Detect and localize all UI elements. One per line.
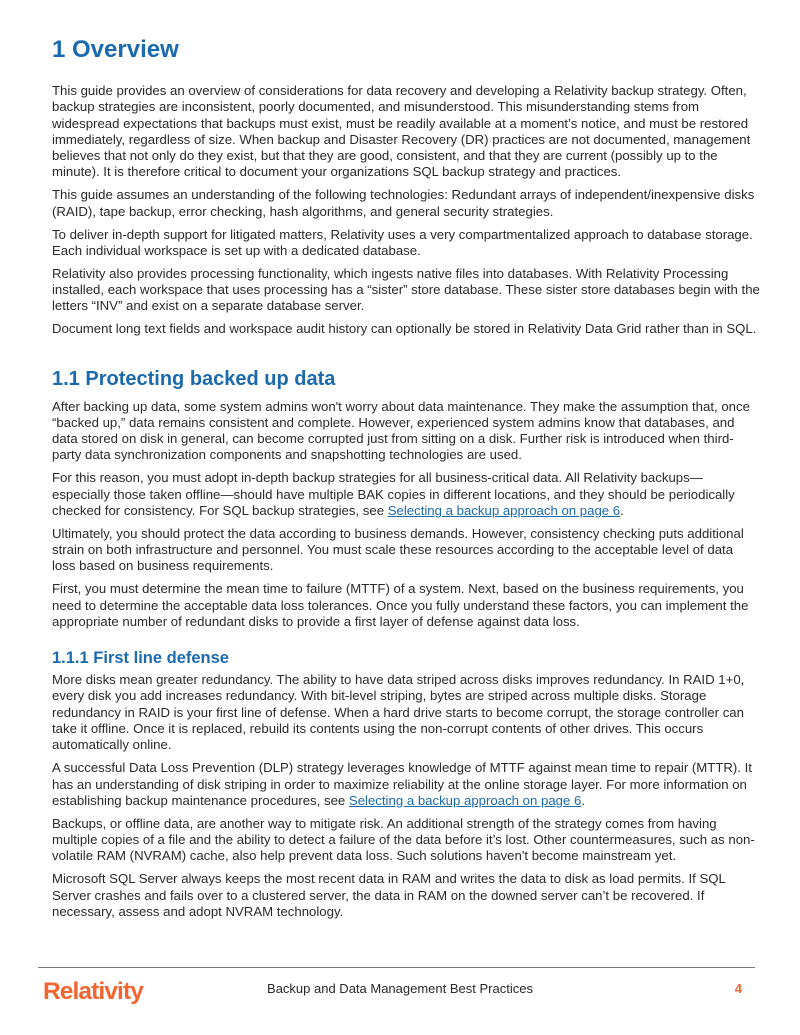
protecting-paragraph-4: First, you must determine the mean time to failure (MTTF) of a system. Next, based on the business requirements, you need to determine the acceptable data loss tolerances. Once you fully understand these factors, you can implement the appropriate number of redundant disks to provide a first layer of defense against data loss. bbox=[52, 581, 749, 629]
page-number: 4 bbox=[734, 981, 742, 996]
section-heading-overview: 1 Overview bbox=[52, 36, 179, 63]
protecting-paragraph-2 bbox=[52, 470, 760, 519]
first-line-paragraph-4: Microsoft SQL Server always keeps the most recent data in RAM and writes the data to disk as load permits. If SQL Server crashes and fails over to a clustered server, the data in RAM on the downed server can’t be recovered. If necessary, assess and adopt NVRAM technology. bbox=[52, 871, 726, 919]
overview-paragraph-2: This guide assumes an understanding of the following technologies: Redundant arrays of independent/inexpensive disks (RAID), tape backup, error checking, hash algorithms, and general security strategies. bbox=[52, 187, 755, 219]
first-line-paragraph-2-text: A successful Data Loss Prevention (DLP) strategy leverages knowledge of MTTF against mean time to repair (MTTR). It has an understanding of disk striping in order to maximize reliability at the online storage layer. For more information on establishing backup maintenance procedures, see bbox=[52, 760, 752, 808]
selecting-backup-approach-link[interactable]: Selecting a backup approach on page 6 bbox=[348, 792, 582, 808]
document-body bbox=[52, 34, 760, 927]
first-line-paragraph-2 bbox=[52, 760, 760, 809]
protecting-paragraph-2-text: For this reason, you must adopt in-depth backup strategies for all business-critical data. All Relativity backups—especially those taken offline—should have multiple BAK copies in different locations, and they should be periodically checked for consistency. For SQL backup strategies, see bbox=[52, 470, 735, 518]
overview-paragraph-5: Document long text fields and workspace audit history can optionally be stored in Relativity Data Grid rather than in SQL. bbox=[52, 321, 757, 337]
overview-paragraph-3: To deliver in-depth support for litigated matters, Relativity uses a very compartmentalized approach to database storage. Each individual workspace is set up with a dedicated database. bbox=[52, 226, 753, 258]
selecting-backup-approach-link[interactable]: Selecting a backup approach on page 6 bbox=[387, 502, 621, 518]
overview-paragraph-4: Relativity also provides processing functionality, which ingests native files into databases. With Relativity Processing installed, each workspace that uses processing has a “sister” store database. These sister store databases begin with the letters “INV” and exist on a separate database server. bbox=[52, 265, 760, 314]
protecting-paragraph-1: After backing up data, some system admins won't worry about data maintenance. They make the assumption that, once “backed up,” data remains consistent and complete. However, experienced system admins know that databases, and data stored on disk in general, can become corrupted just from sitting on a disk. Further risk is introduced when third-party data synchronization components and snapshotting technologies are used. bbox=[52, 398, 750, 463]
footer-document-title: Backup and Data Management Best Practices bbox=[267, 981, 533, 996]
protecting-paragraph-2-end: . bbox=[620, 502, 624, 518]
section-heading-first-line-defense: 1.1.1 First line defense bbox=[52, 649, 229, 668]
first-line-paragraph-1: More disks mean greater redundancy. The ability to have data striped across disks improves redundancy. In RAID 1+0, every disk you add increases redundancy. With bit-level striping, bytes are striped across multiple disks. Storage redundancy in RAID is your first line of defense. When a hard drive starts to become corrupt, the storage controller can take it offline. Once it is replaced, rebuild its contents using the non-corrupt contents of other drives. This occurs automatically online. bbox=[52, 672, 745, 753]
overview-paragraph-1: This guide provides an overview of considerations for data recovery and developing a Relativity backup strategy. Often, backup strategies are inconsistent, poorly documented, and misunderstood. This misunderstanding stems from widespread expectations that backups must exist, must be readily available at a moment’s notice, and must be restored immediately, regardless of size. When backup and Disaster Recovery (DR) practices are not documented, management believes that not only do they exist, but that they are good, consistent, and that they are current (possibly up to the minute). It is therefore critical to document your organizations SQL backup strategy and practices. bbox=[52, 83, 751, 180]
protecting-paragraph-3: Ultimately, you should protect the data according to business demands. However, consistency checking puts additional strain on both infrastructure and personnel. You must scale these resources according to the acceptable level of data loss based on business requirements. bbox=[52, 525, 744, 574]
section-heading-protecting: 1.1 Protecting backed up data bbox=[52, 367, 336, 390]
footer-divider bbox=[38, 967, 755, 968]
relativity-logo: Relativity bbox=[43, 978, 143, 1005]
first-line-paragraph-2-end: . bbox=[581, 792, 586, 808]
first-line-paragraph-3: Backups, or offline data, are another way to mitigate risk. An additional strength of the strategy comes from having multiple copies of a file and the ability to detect a failure of the data before it’s lost. Other countermeasures, such as non-volatile RAM (NVRAM) cache, also help prevent data loss. Such solutions haven't become mainstream yet. bbox=[52, 815, 755, 864]
